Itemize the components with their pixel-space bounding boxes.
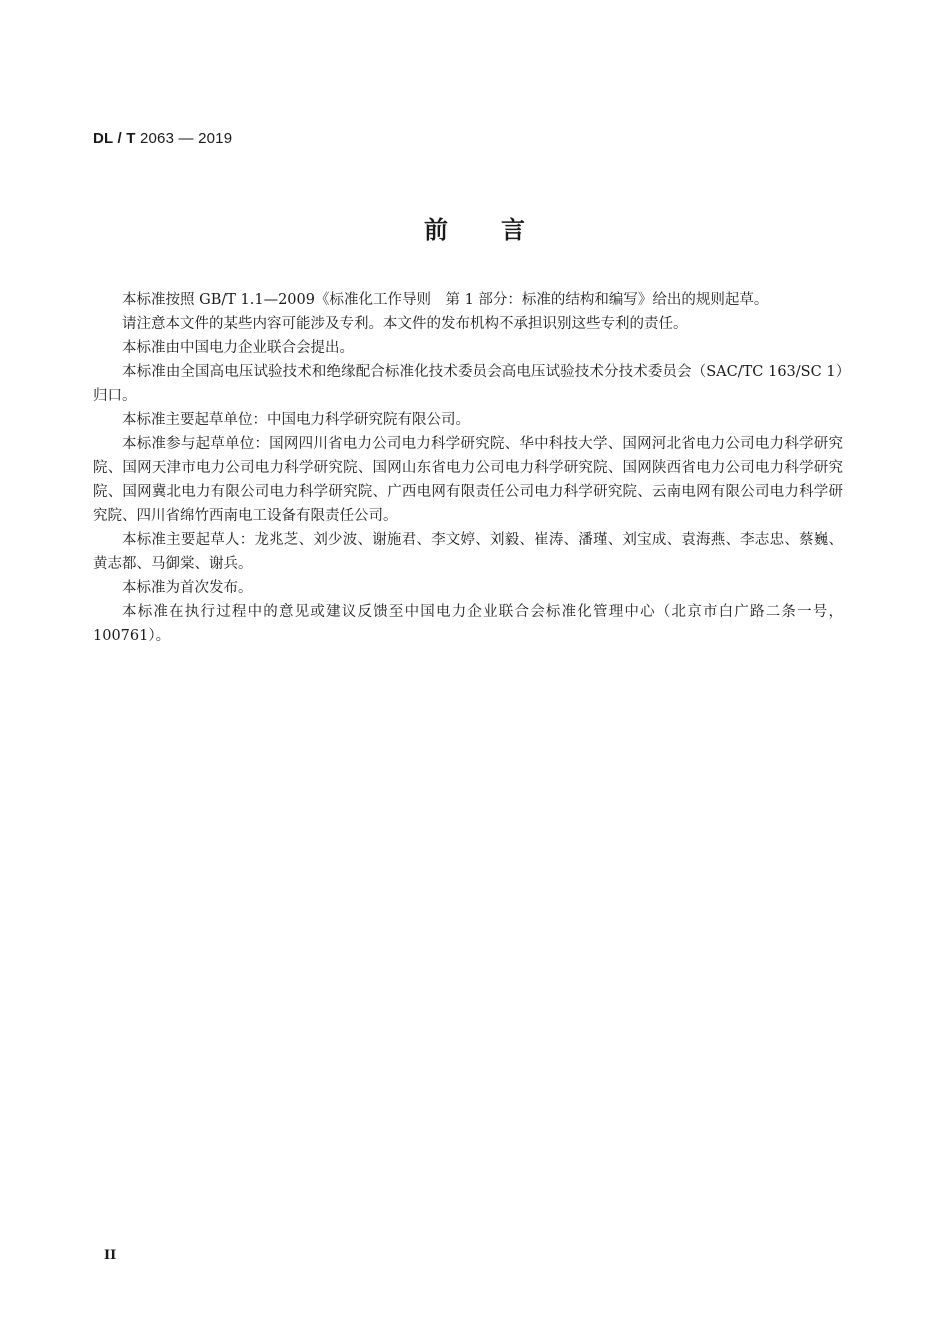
paragraph-drafting-rules: 本标准按照 GB/T 1.1—2009《标准化工作导则 第 1 部分：标准的结构和编写》给出的规则起草。 xyxy=(122,292,769,308)
page-number: II xyxy=(104,1248,117,1263)
title-char-1: 前 xyxy=(424,216,449,244)
paragraph-proposer: 本标准由中国电力企业联合会提出。 xyxy=(122,340,354,356)
standard-number: 2063 — 2019 xyxy=(139,130,233,147)
paragraph-main-drafting-unit: 本标准主要起草单位：中国电力科学研究院有限公司。 xyxy=(122,412,470,428)
paragraph-technical-committee: 本标准由全国高电压试验技术和绝缘配合标准化技术委员会高电压试验技术分技术委员会（SAC/TC 163/SC 1）归口。 xyxy=(93,364,843,404)
paragraph-patent-notice: 请注意本文件的某些内容可能涉及专利。本文件的发布机构不承担识别这些专利的责任。 xyxy=(122,316,688,332)
title-char-2: 言 xyxy=(501,216,526,244)
foreword-body xyxy=(93,288,843,648)
standard-prefix: DL / T xyxy=(93,130,136,147)
page-title xyxy=(0,210,950,245)
paragraph-main-drafters: 本标准主要起草人：龙兆芝、刘少波、谢施君、李文婷、刘毅、崔涛、潘瑾、刘宝成、袁海燕、李志忠、蔡巍、黄志都、马御棠、谢兵。 xyxy=(93,532,843,572)
paragraph-participating-units: 本标准参与起草单位：国网四川省电力公司电力科学研究院、华中科技大学、国网河北省电力公司电力科学研究院、国网天津市电力公司电力科学研究院、国网山东省电力公司电力科学研究院、国网陕西省电力公司电力科学研究院、国网冀北电力有限公司电力科学研究院、广西电网有限责任公司电力科学研究院、云南电网有限公司电力科学研究院、四川省绵竹西南电工设备有限责任公司。 xyxy=(93,436,843,524)
paragraph-feedback: 本标准在执行过程中的意见或建议反馈至中国电力企业联合会标准化管理中心（北京市白广路二条一号，100761）。 xyxy=(93,604,843,644)
paragraph-first-release: 本标准为首次发布。 xyxy=(122,580,253,596)
standard-code xyxy=(93,130,232,147)
